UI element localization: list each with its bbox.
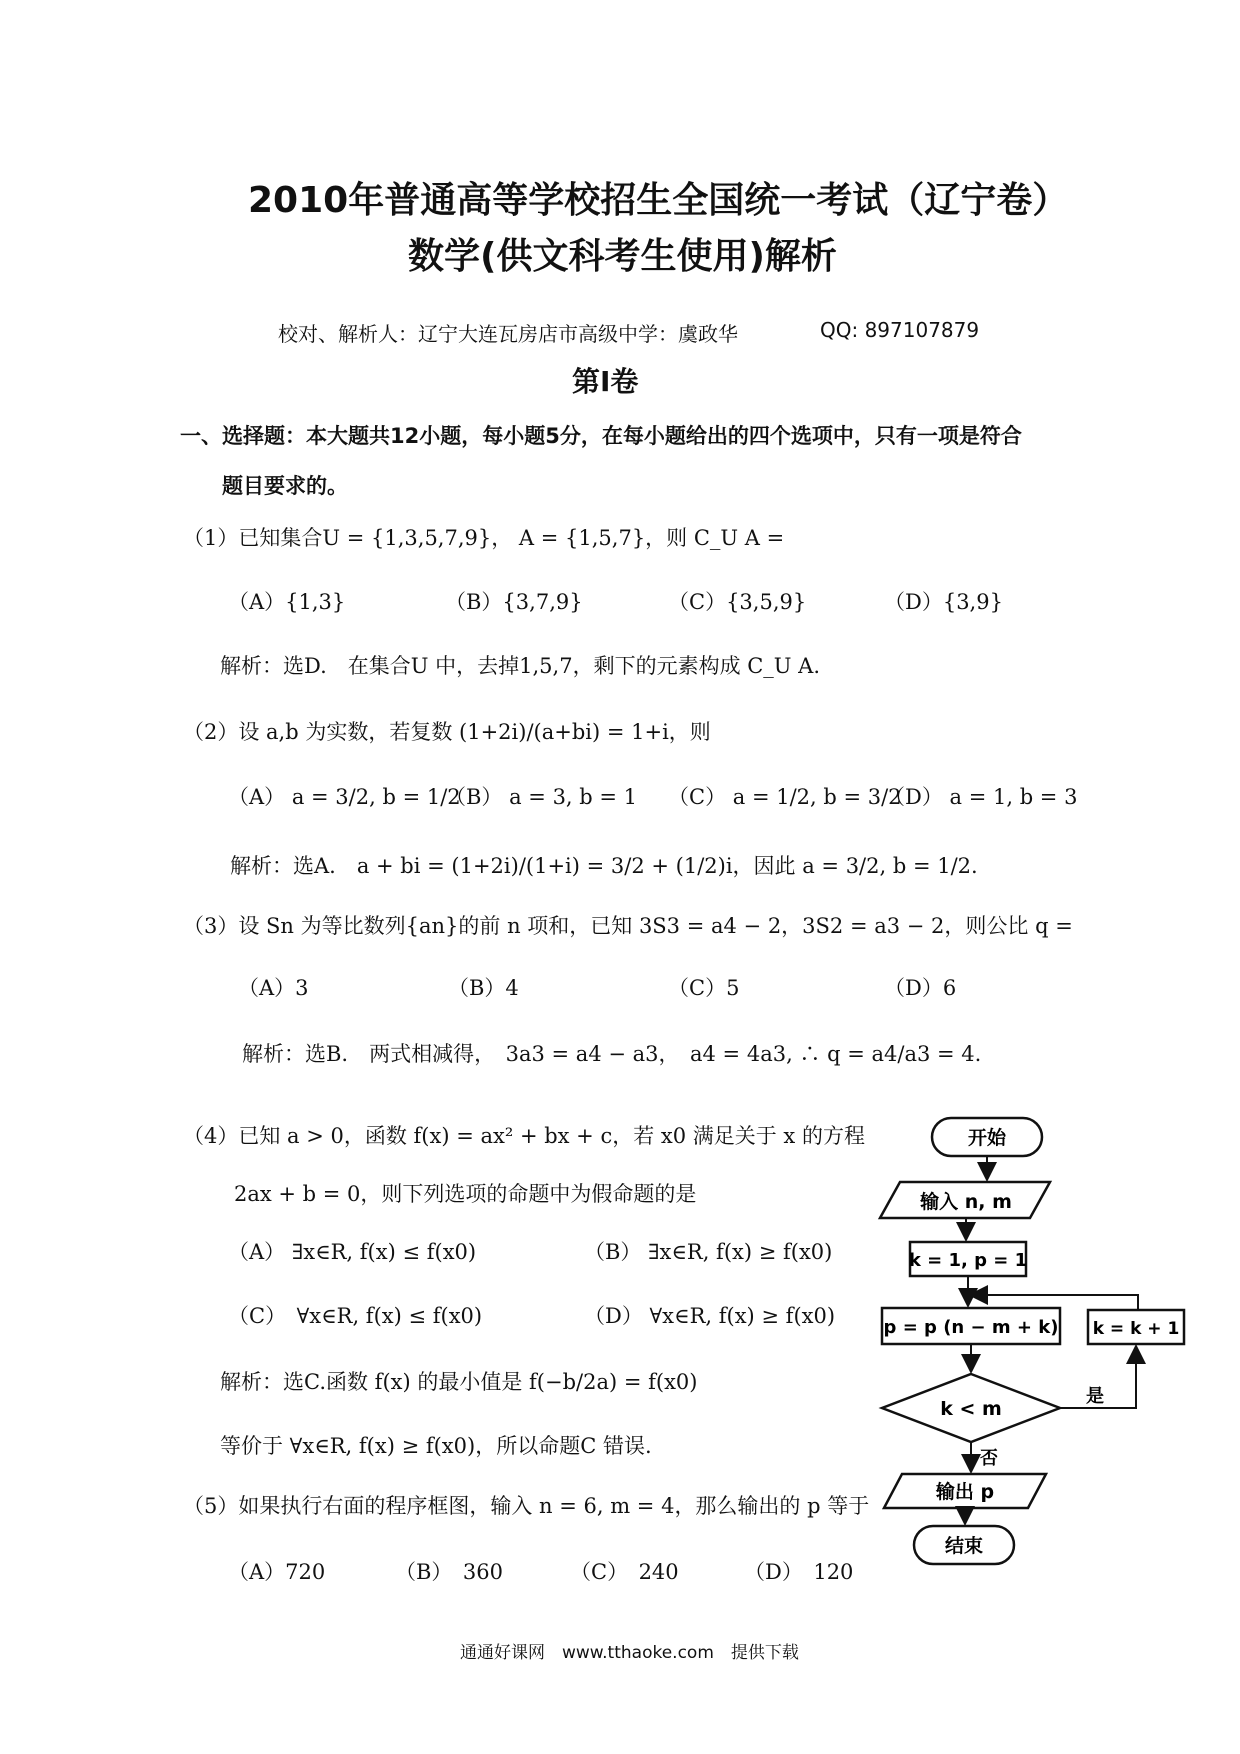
q2-stem: （2）设 a,b 为实数，若复数 (1+2i)/(a+bi) = 1+i，则 — [183, 720, 711, 744]
flow-no-label: 否 — [980, 1448, 998, 1469]
q1-option-c: （C）{3,5,9} — [668, 590, 807, 614]
q4-option-d: （D） ∀x∈R, f(x) ≥ f(x0) — [584, 1304, 836, 1328]
q3-option-c: （C）5 — [668, 976, 740, 1000]
q1-option-b: （B）{3,7,9} — [445, 590, 583, 614]
q5-option-b: （B） 360 — [395, 1560, 504, 1584]
q5-option-d: （D） 120 — [744, 1560, 854, 1584]
q1-option-a: （A）{1,3} — [228, 590, 346, 614]
q5-option-c: （C） 240 — [570, 1560, 679, 1584]
q2-option-b: （B） a = 3, b = 1 — [445, 785, 638, 809]
q4-option-a: （A） ∃x∈R, f(x) ≤ f(x0) — [228, 1240, 477, 1264]
part-title: 第Ⅰ卷 — [572, 365, 639, 398]
q4-analysis-cont: 等价于 ∀x∈R, f(x) ≥ f(x0)，所以命题C 错误. — [220, 1434, 652, 1458]
q3-option-b: （B）4 — [448, 976, 519, 1000]
flow-condition-label: k < m — [940, 1398, 1002, 1420]
q1-stem: （1）已知集合U = {1,3,5,7,9}， A = {1,5,7}，则 C_U A = — [183, 526, 785, 550]
flow-init-label: k = 1, p = 1 — [908, 1250, 1028, 1271]
qq-contact: QQ: 897107879 — [820, 318, 980, 342]
q3-analysis: 解析：选B. 两式相减得， 3a3 = a4 − a3， a4 = 4a3, ∴ q = a4/a3 = 4. — [242, 1042, 982, 1066]
q1-option-d: （D）{3,9} — [884, 590, 1003, 614]
q2-option-d: （D） a = 1, b = 3 — [884, 785, 1078, 809]
flow-yes-label: 是 — [1086, 1386, 1104, 1407]
q4-stem: （4）已知 a > 0，函数 f(x) = ax² + bx + c，若 x0 满足关于 x 的方程 — [183, 1124, 865, 1148]
q3-option-d: （D）6 — [884, 976, 957, 1000]
document-title: 2010年普通高等学校招生全国统一考试（辽宁卷） — [248, 180, 1069, 221]
q4-option-c: （C） ∀x∈R, f(x) ≤ f(x0) — [228, 1304, 483, 1328]
q2-option-c: （C） a = 1/2, b = 3/2 — [668, 785, 902, 809]
flow-output-label: 输出 p — [935, 1481, 995, 1503]
q1-analysis: 解析：选D. 在集合U 中，去掉1,5,7，剩下的元素构成 C_U A. — [220, 654, 821, 678]
q2-option-a: （A） a = 3/2, b = 1/2 — [228, 785, 461, 809]
q3-option-a: （A）3 — [238, 976, 309, 1000]
download-footer: 通通好课网 www.tthaoke.com 提供下载 — [460, 1643, 799, 1663]
q4-analysis: 解析：选C.函数 f(x) 的最小值是 f(−b/2a) = f(x0) — [220, 1370, 698, 1394]
document-subtitle: 数学(供文科考生使用)解析 — [408, 236, 837, 277]
flow-end-label: 结束 — [944, 1535, 984, 1557]
proofreader-line: 校对、解析人：辽宁大连瓦房店市高级中学：虞政华 — [278, 322, 738, 346]
q3-stem: （3）设 Sn 为等比数列{an}的前 n 项和，已知 3S3 = a4 − 2，3S2 = a3 − 2，则公比 q = — [183, 914, 1073, 938]
section-heading: 一、选择题：本大题共12小题，每小题5分，在每小题给出的四个选项中，只有一项是符合 — [180, 424, 1022, 448]
program-flowchart — [870, 1110, 1190, 1570]
q2-analysis: 解析：选A. a + bi = (1+2i)/(1+i) = 3/2 + (1/2)i，因此 a = 3/2, b = 1/2. — [230, 854, 978, 878]
q4-option-b: （B） ∃x∈R, f(x) ≥ f(x0) — [584, 1240, 833, 1264]
q5-stem: （5）如果执行右面的程序框图，输入 n = 6, m = 4，那么输出的 p 等于 — [183, 1494, 870, 1518]
flow-start-label: 开始 — [967, 1127, 1007, 1149]
q5-option-a: （A）720 — [228, 1560, 326, 1584]
q4-stem-cont: 2ax + b = 0，则下列选项的命题中为假命题的是 — [234, 1182, 697, 1206]
flow-increment-label: k = k + 1 — [1092, 1319, 1180, 1339]
flow-input-label: 输入 n, m — [920, 1191, 1012, 1213]
section-heading-cont: 题目要求的。 — [222, 474, 348, 498]
flow-process-label: p = p (n − m + k) — [883, 1317, 1059, 1338]
